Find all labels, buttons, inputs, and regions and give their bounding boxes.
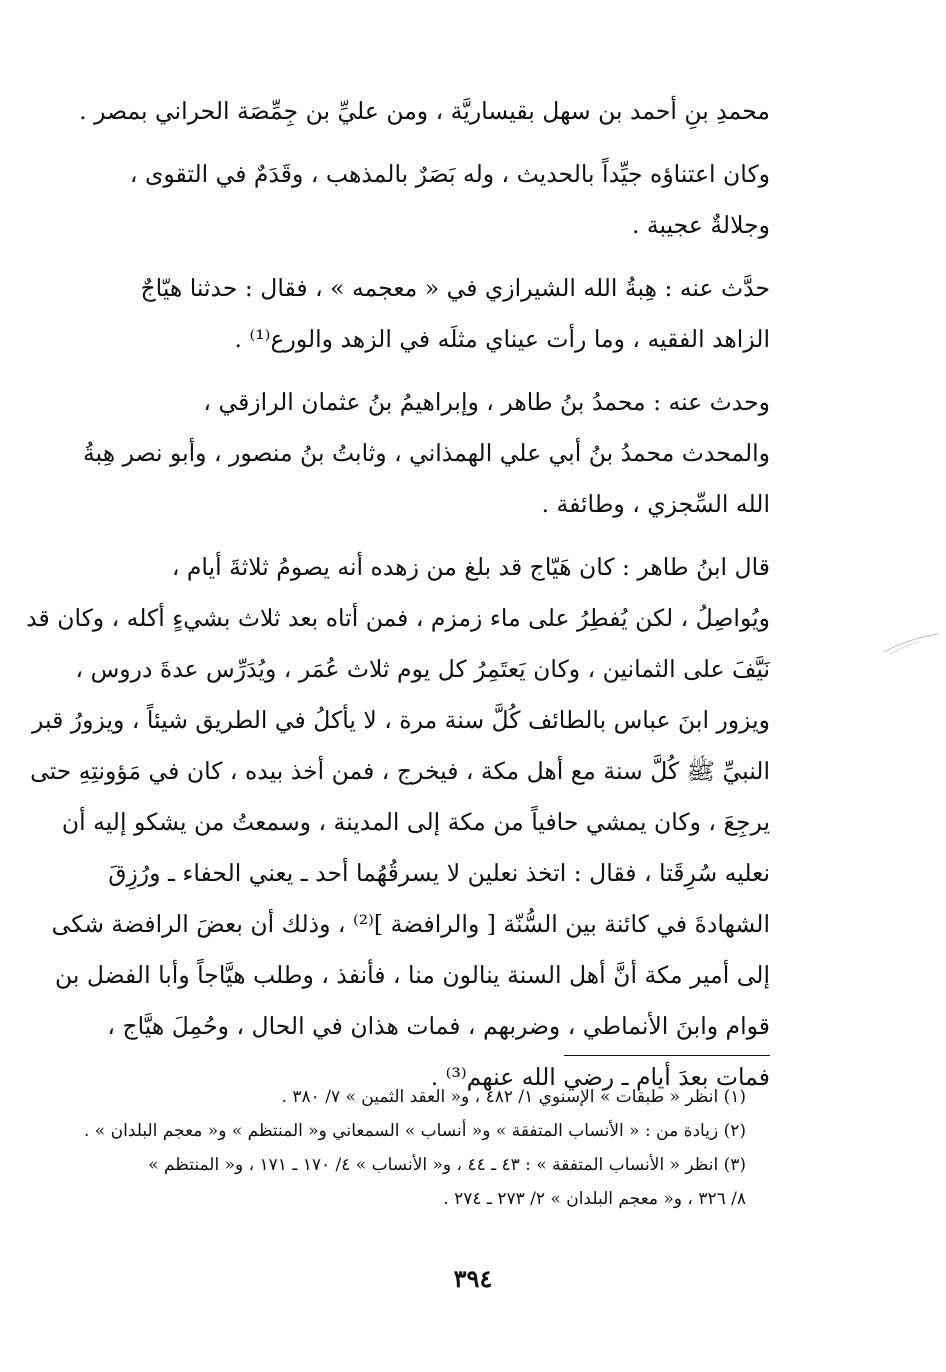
text-line: ويزور ابنَ عباس بالطائف كُلَّ سنة مرة ، لا يأكلُ في الطريق شيئاً ، ويزورُ قبر: [32, 706, 770, 734]
text-line: نعليه سُرِقَتا ، فقال : اتخذ نعلين لا يسرقُهُما أحد ـ يعني الحفاء ـ ورُزِقَ: [108, 859, 770, 887]
text-line: وكان اعتناؤه جيِّداً بالحديث ، وله بَصَرٌ بالمذهب ، وقَدَمٌ في التقوى ،: [129, 160, 770, 188]
text-line: نَيَّفَ على الثمانين ، وكان يَعتَمِرُ كل يوم ثلاث عُمَر ، ويُدَرِّس عدةَ دروس ،: [75, 655, 770, 683]
text-line: وجلالةٌ عجيبة .: [631, 211, 770, 239]
footnote-divider: [564, 1055, 770, 1056]
text-line: والمحدث محمدُ بنُ أبي علي الهمذاني ، وثابتُ بنُ منصور ، وأبو نصر هِبةُ: [83, 439, 770, 467]
text-line: فمات بعدَ أيام ـ رضي الله عنهم⁽³⁾ .: [430, 1063, 770, 1091]
text-line: الزاهد الفقيه ، وما رأت عيناي مثلَه في الزهد والورع⁽¹⁾ .: [234, 325, 770, 353]
paragraph: [100, 263, 770, 365]
text-line: ويُواصِلُ ، لكن يُفطِرُ على ماء زمزم ، فمن أتاه بعد ثلاث بشيءٍ أكله ، وكان قد: [26, 604, 770, 632]
text-line: الله السِّجزي ، وطائفة .: [541, 490, 770, 518]
footnote-line: (١) انظر « طبقات » الإسنوي ١/ ٤٨٢ ، و« العقد الثمين » ٧/ ٣٨٠ .: [281, 1087, 746, 1107]
footnote-line: (٢) زيادة من : « الأنساب المتفقة » و« أنساب » السمعاني و« المنتظم » و« معجم البلدان » .: [84, 1121, 746, 1141]
text-line: النبيِّ ﷺ كُلَّ سنة مع أهل مكة ، فيخرج ، فمن أخذ بيده ، كان في مَؤونتِهِ حتى: [30, 757, 770, 785]
main-text: [26, 86, 770, 1103]
text-line: قوام وابنَ الأنماطي ، وضربهم ، فمات هذان في الحال ، وحُمِلَ هيَّاج ،: [107, 1012, 770, 1040]
margin-pencil-mark: [880, 630, 942, 658]
paragraph: [83, 377, 770, 530]
paragraph: [79, 86, 770, 137]
page-number: ٣٩٤: [453, 1264, 493, 1293]
text-line: يرجِعَ ، وكان يمشي حافياً من مكة إلى المدينة ، وسمعتُ من يشكو إليه أن: [61, 808, 770, 836]
paragraph: [26, 542, 770, 1103]
paragraph: [100, 149, 770, 251]
text-line: قال ابنُ طاهر : كان هَيّاج قد بلغ من زهده أنه يصومُ ثلاثةَ أيام ،: [171, 553, 770, 581]
footnote-line: (٣) انظر « الأنساب المتفقة » : ٤٣ ـ ٤٤ ، و« الأنساب » ٤/ ١٧٠ ـ ١٧١ ، و« المنتظم »: [148, 1155, 746, 1175]
text-line: إلى أمير مكة أنَّ أهل السنة ينالون منا ، فأنفذ ، وطلب هيَّاجاً وأبا الفضل بن: [54, 961, 770, 989]
text-line: الشهادةَ في كائنة بين السُّنّة [ والرافضة ]⁽²⁾ ، وذلك أن بعضَ الرافضة شكى: [51, 910, 770, 938]
text-line: محمدِ بنِ أحمد بن سهل بقيساريَّة ، ومن عليِّ بن جِمِّصَة الحراني بمصر .: [79, 97, 770, 125]
text-line: وحدث عنه : محمدُ بنُ طاهر ، وإبراهيمُ بنُ عثمان الرازقي ،: [203, 388, 770, 416]
footnote-line: ٨/ ٣٢٦ ، و« معجم البلدان » ٢/ ٢٧٣ ـ ٢٧٤ .: [443, 1189, 746, 1209]
footnotes: [84, 1080, 746, 1216]
text-line: حدَّث عنه : هِبةُ الله الشيرازي في « معجمه » ، فقال : حدثنا هيّاجٌ: [140, 274, 770, 302]
